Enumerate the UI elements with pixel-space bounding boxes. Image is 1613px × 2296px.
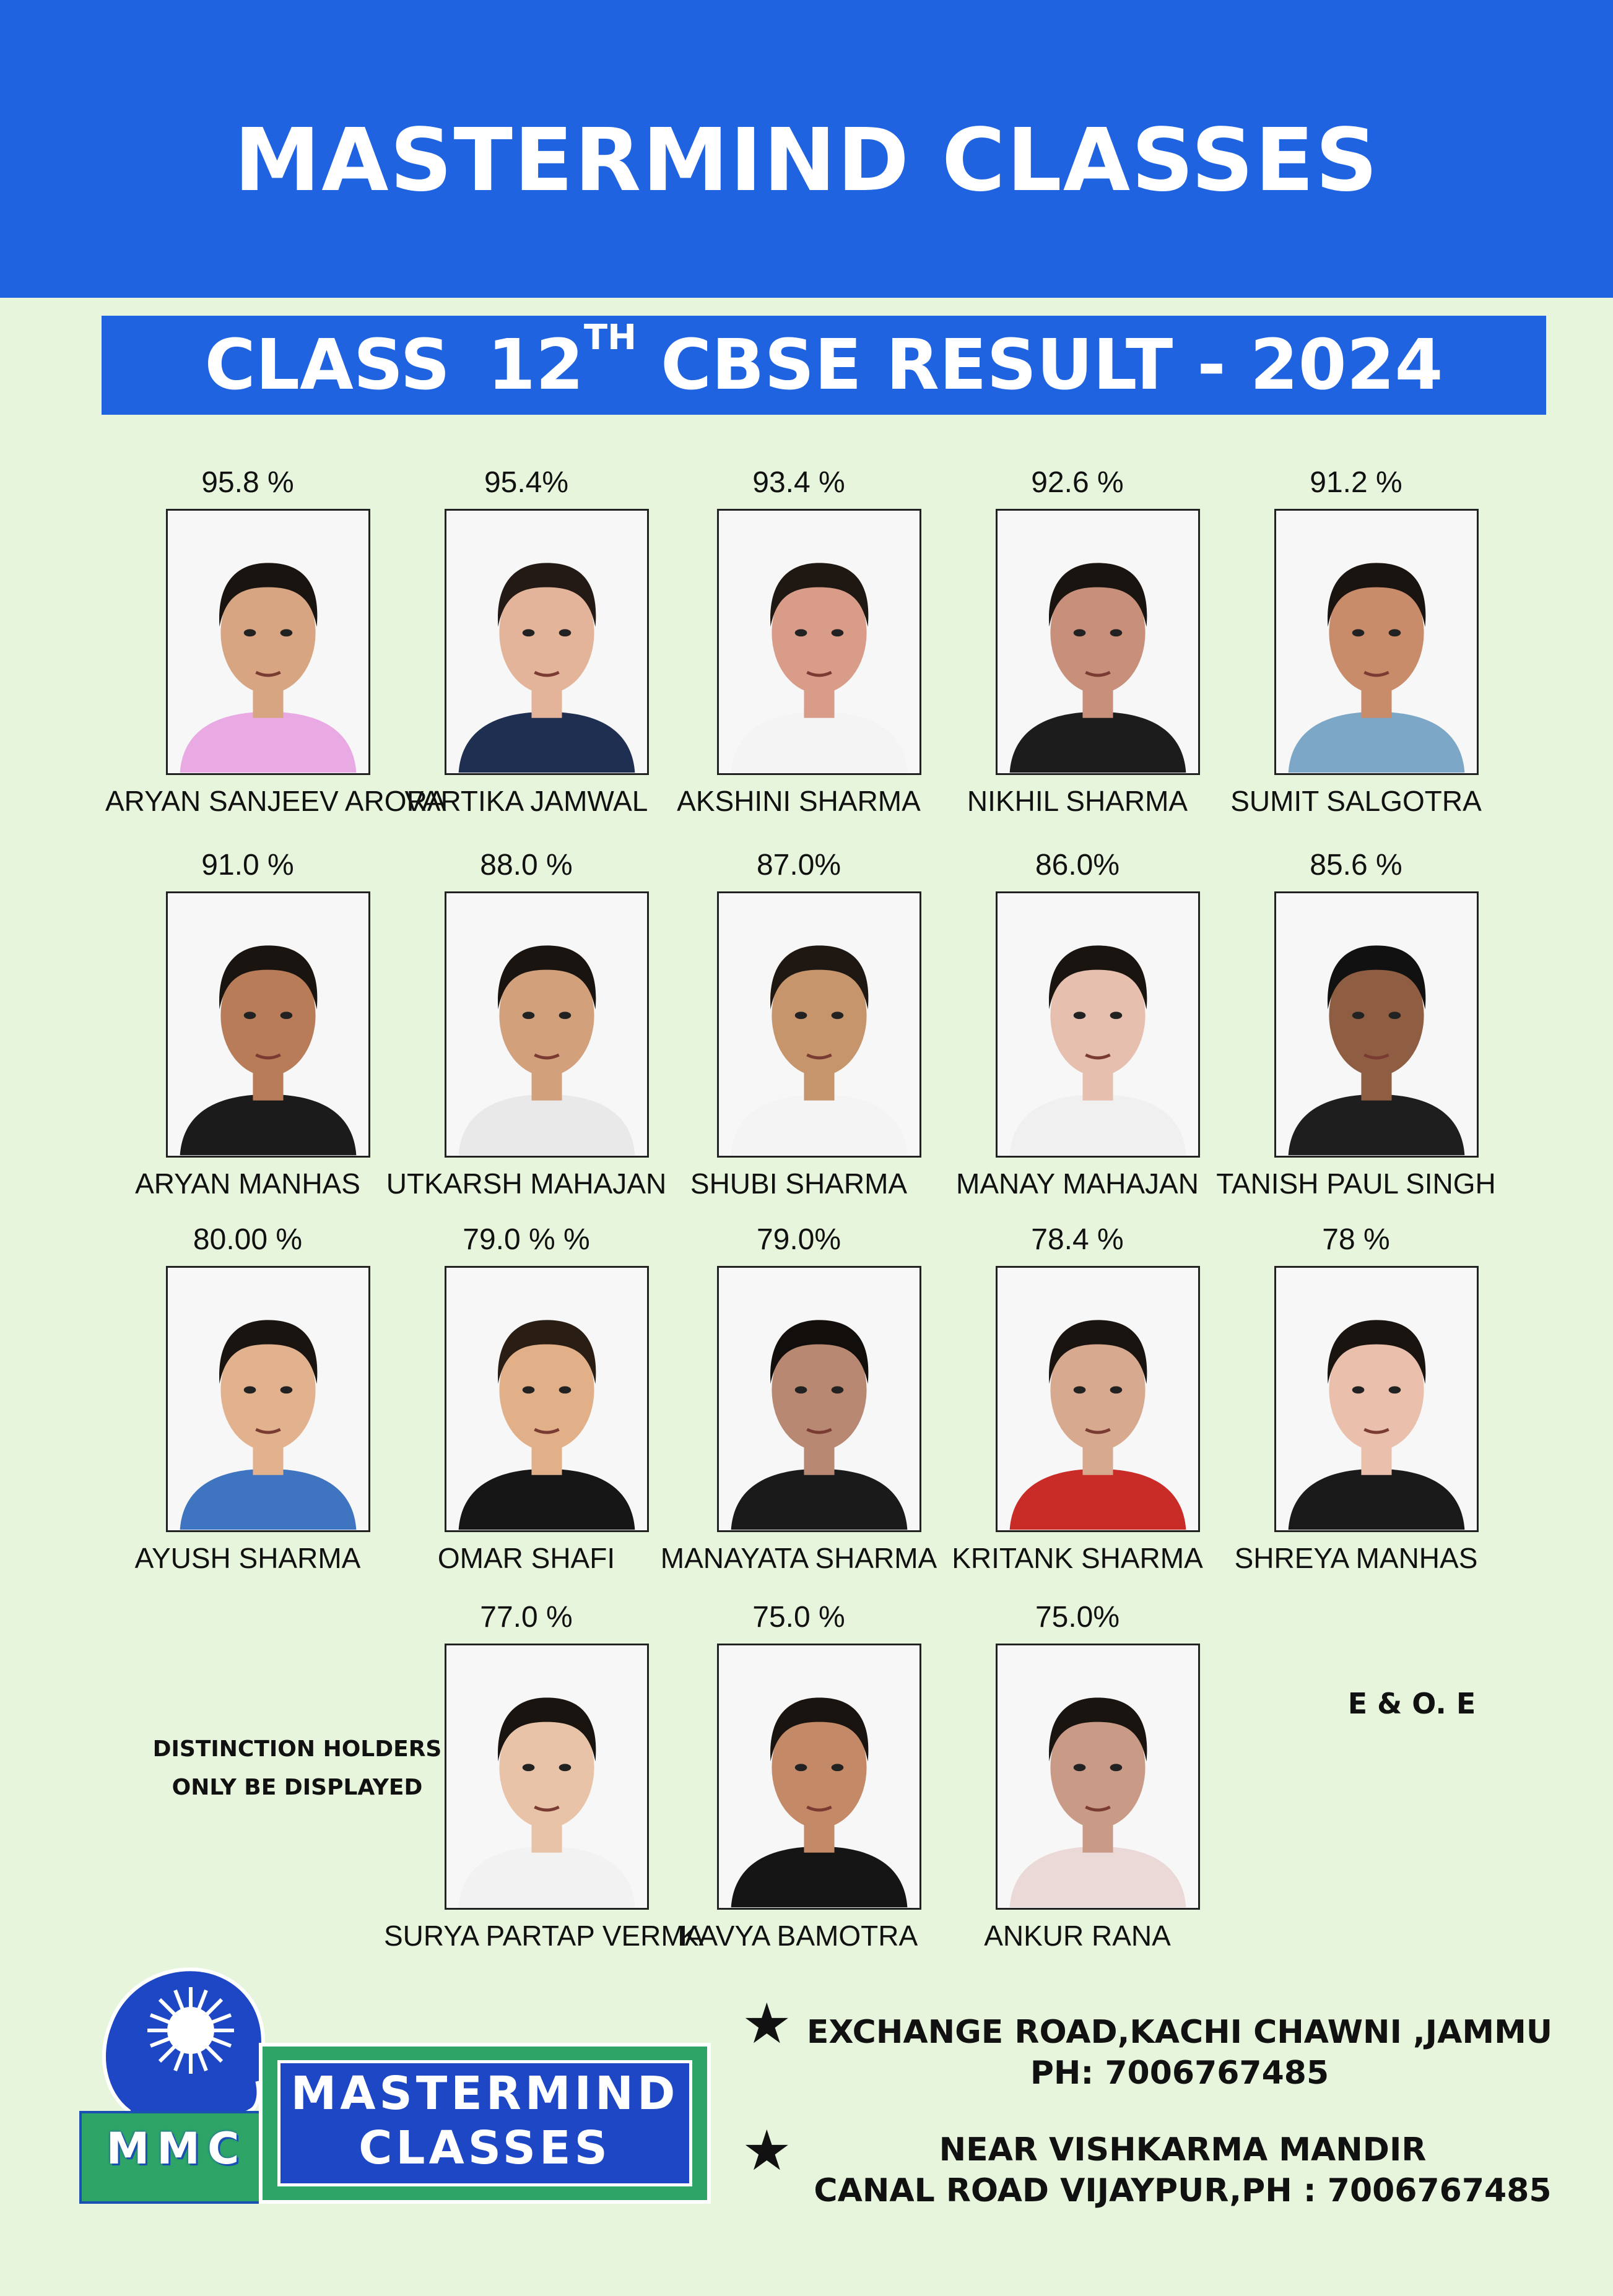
student-photo	[166, 509, 370, 775]
portrait-icon	[168, 1268, 368, 1530]
portrait-icon	[168, 893, 368, 1156]
student-photo	[717, 891, 921, 1158]
student-name: NIKHIL SHARMA	[967, 785, 1188, 817]
student-photo	[166, 1266, 370, 1532]
student-name: TANISH PAUL SINGH	[1216, 1167, 1496, 1200]
student-name: OMAR SHAFI	[437, 1542, 615, 1574]
student-percentage: 87.0%	[756, 849, 841, 882]
banner-rest: CBSE RESULT - 2024	[660, 325, 1443, 405]
student-percentage: 91.2 %	[1310, 466, 1402, 499]
logo-line2: CLASSES	[359, 2121, 611, 2175]
address-1-line1: EXCHANGE ROAD,KACHI CHAWNI ,JAMMU	[806, 2014, 1553, 2051]
portrait-icon	[446, 1268, 647, 1530]
student-name: KAVYA BAMOTRA	[679, 1920, 918, 1952]
student-photo	[996, 1644, 1200, 1910]
banner-title	[102, 318, 1546, 405]
distinction-note-line2: ONLY BE DISPLAYED	[172, 1775, 423, 1800]
banner-class-number: 12	[487, 325, 584, 405]
student-percentage: 92.6 %	[1031, 466, 1124, 499]
portrait-icon	[446, 511, 647, 773]
student-percentage: 77.0 %	[480, 1601, 573, 1634]
portrait-icon	[719, 1268, 920, 1530]
portrait-icon	[719, 511, 920, 773]
student-name: SHUBI SHARMA	[690, 1167, 908, 1200]
student-percentage: 85.6 %	[1310, 849, 1402, 882]
student-photo	[445, 891, 649, 1158]
student-name: SURYA PARTAP VERMA	[384, 1920, 704, 1952]
student-percentage: 78 %	[1322, 1223, 1390, 1256]
student-percentage: 93.4 %	[752, 466, 845, 499]
eoe-disclaimer: E & O. E	[1347, 1687, 1476, 1720]
student-photo	[1274, 1266, 1479, 1532]
student-percentage: 78.4 %	[1031, 1223, 1124, 1256]
portrait-icon	[998, 511, 1198, 773]
address-2-line1: NEAR VISHKARMA MANDIR	[939, 2131, 1427, 2168]
student-name: KRITANK SHARMA	[952, 1542, 1203, 1574]
banner-class-word: CLASS	[204, 325, 451, 405]
student-photo	[996, 1266, 1200, 1532]
portrait-icon	[998, 893, 1198, 1156]
page-title: MASTERMIND CLASSES	[233, 110, 1380, 211]
address-1-phone: PH: 7006767485	[1030, 2055, 1329, 2092]
student-percentage: 79.0 % %	[463, 1223, 590, 1256]
logo-line1: MASTERMIND	[290, 2067, 679, 2120]
star-icon: ★	[742, 2120, 792, 2182]
logo-initials: MMC	[106, 2123, 247, 2174]
student-photo	[996, 509, 1200, 775]
student-percentage: 95.8 %	[201, 466, 294, 499]
student-name: SHREYA MANHAS	[1234, 1542, 1478, 1574]
portrait-icon	[998, 1645, 1198, 1908]
student-percentage: 80.00 %	[193, 1223, 303, 1256]
student-photo	[166, 891, 370, 1158]
portrait-icon	[719, 1645, 920, 1908]
student-name: ARYAN SANJEEV ARORA	[105, 785, 446, 817]
student-percentage: 88.0 %	[480, 849, 573, 882]
student-name: ARYAN MANHAS	[135, 1167, 360, 1200]
address-2	[799, 2129, 1567, 2211]
logo-name-box	[259, 2043, 711, 2204]
student-photo	[445, 1266, 649, 1532]
portrait-icon	[1276, 1268, 1477, 1530]
portrait-icon	[168, 511, 368, 773]
star-icon: ★	[742, 1993, 792, 2055]
header-bar	[0, 0, 1613, 298]
student-percentage: 91.0 %	[201, 849, 294, 882]
banner-class-superscript: TH	[583, 318, 637, 358]
address-2-line2: CANAL ROAD VIJAYPUR,PH : 7006767485	[814, 2172, 1552, 2209]
student-name: MANAYATA SHARMA	[660, 1542, 937, 1574]
student-percentage: 75.0%	[1035, 1601, 1120, 1634]
student-percentage: 95.4%	[484, 466, 569, 499]
distinction-note	[142, 1730, 452, 1807]
student-name: ANKUR RANA	[984, 1920, 1171, 1952]
student-percentage: 79.0%	[756, 1223, 841, 1256]
student-photo	[717, 1644, 921, 1910]
student-photo	[1274, 509, 1479, 775]
student-name: SUMIT SALGOTRA	[1230, 785, 1482, 817]
logo-name-inner	[277, 2060, 692, 2186]
student-name: MANAY MAHAJAN	[956, 1167, 1199, 1200]
portrait-icon	[446, 1645, 647, 1908]
student-photo	[445, 1644, 649, 1910]
student-photo	[445, 509, 649, 775]
student-percentage: 86.0%	[1035, 849, 1120, 882]
student-photo	[996, 891, 1200, 1158]
student-photo	[717, 509, 921, 775]
address-1	[793, 2012, 1567, 2094]
result-banner	[102, 316, 1546, 415]
student-name: UTKARSH MAHAJAN	[386, 1167, 667, 1200]
distinction-note-line1: DISTINCTION HOLDERS	[152, 1736, 442, 1762]
mastermind-logo	[79, 1956, 711, 2210]
student-name: AKSHINI SHARMA	[677, 785, 921, 817]
portrait-icon	[1276, 893, 1477, 1156]
student-photo	[717, 1266, 921, 1532]
student-percentage: 75.0 %	[752, 1601, 845, 1634]
portrait-icon	[446, 893, 647, 1156]
student-name: AYUSH SHARMA	[134, 1542, 361, 1574]
portrait-icon	[719, 893, 920, 1156]
student-name: VARTIKA JAMWAL	[404, 785, 648, 817]
portrait-icon	[998, 1268, 1198, 1530]
student-photo	[1274, 891, 1479, 1158]
portrait-icon	[1276, 511, 1477, 773]
